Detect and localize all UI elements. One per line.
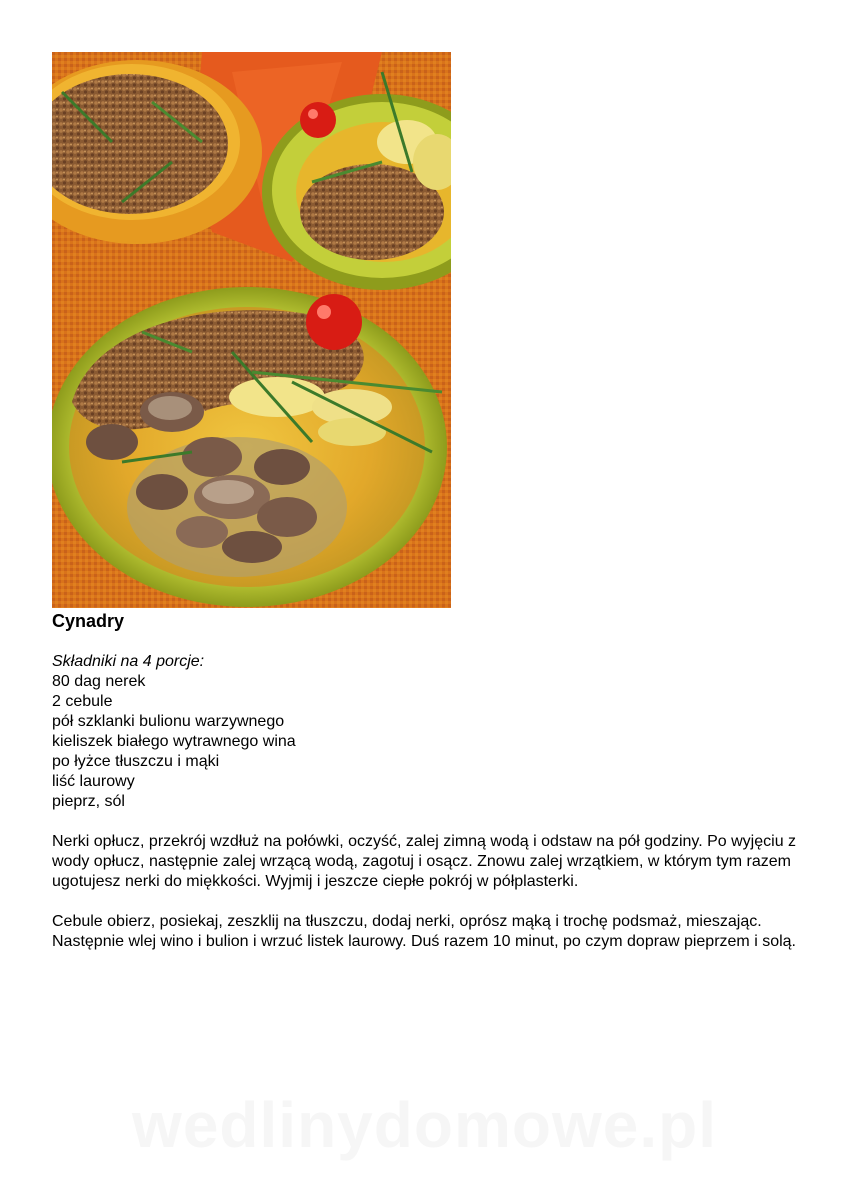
recipe-photo [52, 52, 451, 608]
ingredient-item: pieprz, sól [52, 793, 125, 810]
ingredients-heading: Składniki na 4 porcje: [52, 653, 205, 670]
recipe-title: Cynadry [52, 611, 125, 631]
ingredient-item: 2 cebule [52, 693, 113, 710]
recipe-body [52, 652, 812, 952]
tomato [306, 294, 362, 350]
food-illustration [52, 52, 451, 608]
watermark: wedlinydomowe.pl [132, 1089, 717, 1161]
ingredient-item: liść laurowy [52, 773, 135, 790]
ingredient-item: 80 dag nerek [52, 673, 146, 690]
pasta [229, 377, 325, 417]
instructions-paragraph-2: Cebule obierz, posiekaj, zeszklij na tłuszczu, dodaj nerki, oprósz mąką i trochę podsmaż, mieszając. Następnie wlej wino i bulion i wrzuć listek laurowy. Duś razem 10 minut, po czym dopraw pieprzem i solą. [52, 913, 796, 950]
ingredient-item: kieliszek białego wytrawnego wina [52, 733, 296, 750]
ingredient-item: pół szklanki bulionu warzywnego [52, 713, 285, 730]
instructions-paragraph-1: Nerki opłucz, przekrój wzdłuż na połówki, oczyść, zalej zimną wodą i odstaw na pół godziny. Po wyjęciu z wody opłucz, następnie zalej wrzącą wodą, zagotuj i osącz. Znowu zalej wrzątkiem, w którym tym razem ugotujesz nerki do miękkości. Wyjmij i jeszcze ciepłe pokrój w półplasterki. [52, 833, 797, 890]
ingredient-item: po łyżce tłuszczu i mąki [52, 753, 220, 770]
plate-main [52, 287, 447, 607]
